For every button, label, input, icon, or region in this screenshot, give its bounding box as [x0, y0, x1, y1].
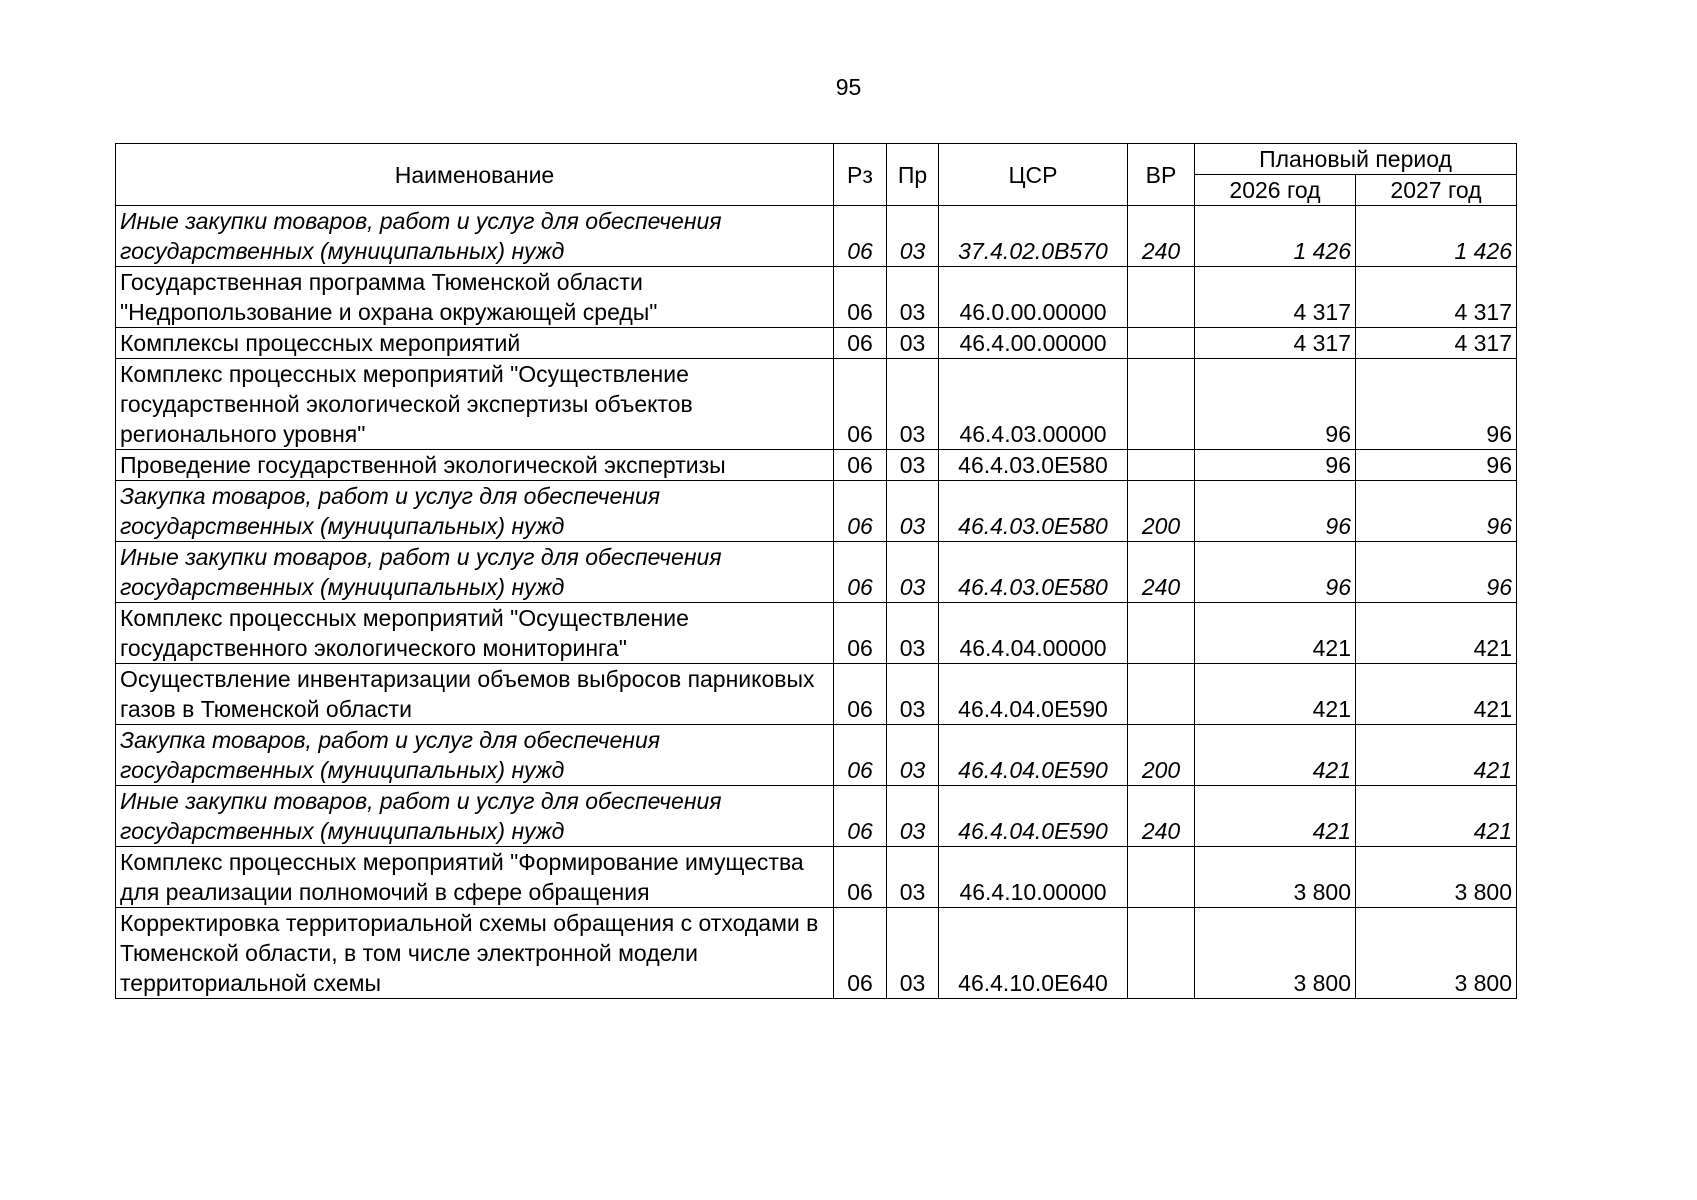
header-rz: Рз [834, 144, 887, 206]
cell-pr: 03 [887, 908, 939, 999]
header-csr: ЦСР [939, 144, 1128, 206]
cell-name: Проведение государственной экологической экспертизы [116, 450, 834, 481]
cell-name: Комплексы процессных мероприятий [116, 328, 834, 359]
cell-2026: 96 [1195, 542, 1356, 603]
cell-csr: 46.4.03.0Е580 [939, 450, 1128, 481]
cell-2026: 421 [1195, 603, 1356, 664]
cell-rz: 06 [834, 328, 887, 359]
cell-2027: 1 426 [1356, 206, 1517, 267]
table-row [116, 328, 1517, 359]
cell-pr: 03 [887, 542, 939, 603]
cell-csr: 46.4.10.00000 [939, 847, 1128, 908]
cell-2027: 96 [1356, 359, 1517, 450]
cell-name: Комплекс процессных мероприятий "Формирование имущества для реализации полномочий в сфере обращения [116, 847, 834, 908]
cell-2027: 421 [1356, 786, 1517, 847]
cell-2027: 96 [1356, 450, 1517, 481]
cell-vr: 200 [1128, 481, 1195, 542]
table-row [116, 359, 1517, 450]
table-row [116, 908, 1517, 999]
cell-name: Закупка товаров, работ и услуг для обеспечения государственных (муниципальных) нужд [116, 725, 834, 786]
cell-rz: 06 [834, 481, 887, 542]
cell-vr [1128, 847, 1195, 908]
cell-pr: 03 [887, 206, 939, 267]
cell-name: Комплекс процессных мероприятий "Осуществление государственного экологического мониторинга" [116, 603, 834, 664]
cell-2026: 421 [1195, 664, 1356, 725]
table-row [116, 267, 1517, 328]
cell-csr: 46.4.04.0Е590 [939, 725, 1128, 786]
cell-rz: 06 [834, 267, 887, 328]
header-year-2027: 2027 год [1356, 175, 1517, 206]
cell-pr: 03 [887, 603, 939, 664]
cell-2027: 4 317 [1356, 328, 1517, 359]
cell-2027: 3 800 [1356, 847, 1517, 908]
page-number: 95 [835, 74, 862, 100]
header-row [116, 144, 1517, 175]
table-row [116, 664, 1517, 725]
cell-2026: 96 [1195, 359, 1356, 450]
header-vr: ВР [1128, 144, 1195, 206]
cell-csr: 46.4.03.0Е580 [939, 542, 1128, 603]
cell-name: Корректировка территориальной схемы обращения с отходами в Тюменской области, в том числе электронной модели территориальной схемы [116, 908, 834, 999]
cell-name: Иные закупки товаров, работ и услуг для обеспечения государственных (муниципальных) нужд [116, 542, 834, 603]
cell-csr: 46.4.04.0Е590 [939, 664, 1128, 725]
cell-pr: 03 [887, 359, 939, 450]
cell-2026: 421 [1195, 786, 1356, 847]
header-year-2026: 2026 год [1195, 175, 1356, 206]
cell-csr: 46.4.03.0Е580 [939, 481, 1128, 542]
cell-rz: 06 [834, 450, 887, 481]
cell-name: Комплекс процессных мероприятий "Осуществление государственной экологической экспертизы объектов регионального уровня" [116, 359, 834, 450]
header-pr: Пр [887, 144, 939, 206]
table-row [116, 481, 1517, 542]
cell-pr: 03 [887, 786, 939, 847]
cell-vr: 240 [1128, 786, 1195, 847]
cell-vr [1128, 328, 1195, 359]
cell-rz: 06 [834, 206, 887, 267]
cell-pr: 03 [887, 328, 939, 359]
cell-2027: 4 317 [1356, 267, 1517, 328]
cell-2027: 421 [1356, 664, 1517, 725]
cell-rz: 06 [834, 725, 887, 786]
cell-2026: 4 317 [1195, 267, 1356, 328]
cell-pr: 03 [887, 267, 939, 328]
cell-2026: 1 426 [1195, 206, 1356, 267]
cell-rz: 06 [834, 542, 887, 603]
cell-2027: 96 [1356, 481, 1517, 542]
cell-2026: 421 [1195, 725, 1356, 786]
cell-csr: 46.4.10.0Е640 [939, 908, 1128, 999]
cell-name: Иные закупки товаров, работ и услуг для обеспечения государственных (муниципальных) нужд [116, 786, 834, 847]
table-row [116, 206, 1517, 267]
cell-csr: 46.4.03.00000 [939, 359, 1128, 450]
cell-csr: 46.4.04.00000 [939, 603, 1128, 664]
cell-2027: 421 [1356, 725, 1517, 786]
cell-rz: 06 [834, 847, 887, 908]
cell-csr: 46.0.00.00000 [939, 267, 1128, 328]
cell-vr [1128, 908, 1195, 999]
table-row [116, 450, 1517, 481]
cell-2027: 3 800 [1356, 908, 1517, 999]
table-row [116, 542, 1517, 603]
cell-name: Государственная программа Тюменской области "Недропользование и охрана окружающей среды" [116, 267, 834, 328]
cell-vr [1128, 267, 1195, 328]
cell-rz: 06 [834, 603, 887, 664]
cell-name: Иные закупки товаров, работ и услуг для обеспечения государственных (муниципальных) нужд [116, 206, 834, 267]
cell-vr: 240 [1128, 206, 1195, 267]
cell-vr: 200 [1128, 725, 1195, 786]
header-name: Наименование [116, 144, 834, 206]
cell-vr [1128, 359, 1195, 450]
table-row [116, 603, 1517, 664]
cell-name: Осуществление инвентаризации объемов выбросов парниковых газов в Тюменской области [116, 664, 834, 725]
cell-name: Закупка товаров, работ и услуг для обеспечения государственных (муниципальных) нужд [116, 481, 834, 542]
cell-pr: 03 [887, 664, 939, 725]
cell-pr: 03 [887, 847, 939, 908]
cell-2026: 4 317 [1195, 328, 1356, 359]
table-row [116, 725, 1517, 786]
cell-2026: 3 800 [1195, 847, 1356, 908]
cell-csr: 46.4.00.00000 [939, 328, 1128, 359]
cell-2026: 96 [1195, 450, 1356, 481]
cell-vr: 240 [1128, 542, 1195, 603]
budget-table [115, 143, 1517, 999]
cell-rz: 06 [834, 908, 887, 999]
cell-2026: 96 [1195, 481, 1356, 542]
cell-2027: 96 [1356, 542, 1517, 603]
cell-rz: 06 [834, 786, 887, 847]
cell-2027: 421 [1356, 603, 1517, 664]
table-row [116, 847, 1517, 908]
cell-pr: 03 [887, 481, 939, 542]
cell-pr: 03 [887, 450, 939, 481]
cell-vr [1128, 603, 1195, 664]
cell-pr: 03 [887, 725, 939, 786]
header-planned-period: Плановый период [1195, 144, 1517, 175]
cell-csr: 37.4.02.0В570 [939, 206, 1128, 267]
cell-2026: 3 800 [1195, 908, 1356, 999]
cell-vr [1128, 450, 1195, 481]
cell-rz: 06 [834, 664, 887, 725]
cell-vr [1128, 664, 1195, 725]
cell-rz: 06 [834, 359, 887, 450]
table-body [116, 206, 1517, 999]
table-row [116, 786, 1517, 847]
cell-csr: 46.4.04.0Е590 [939, 786, 1128, 847]
